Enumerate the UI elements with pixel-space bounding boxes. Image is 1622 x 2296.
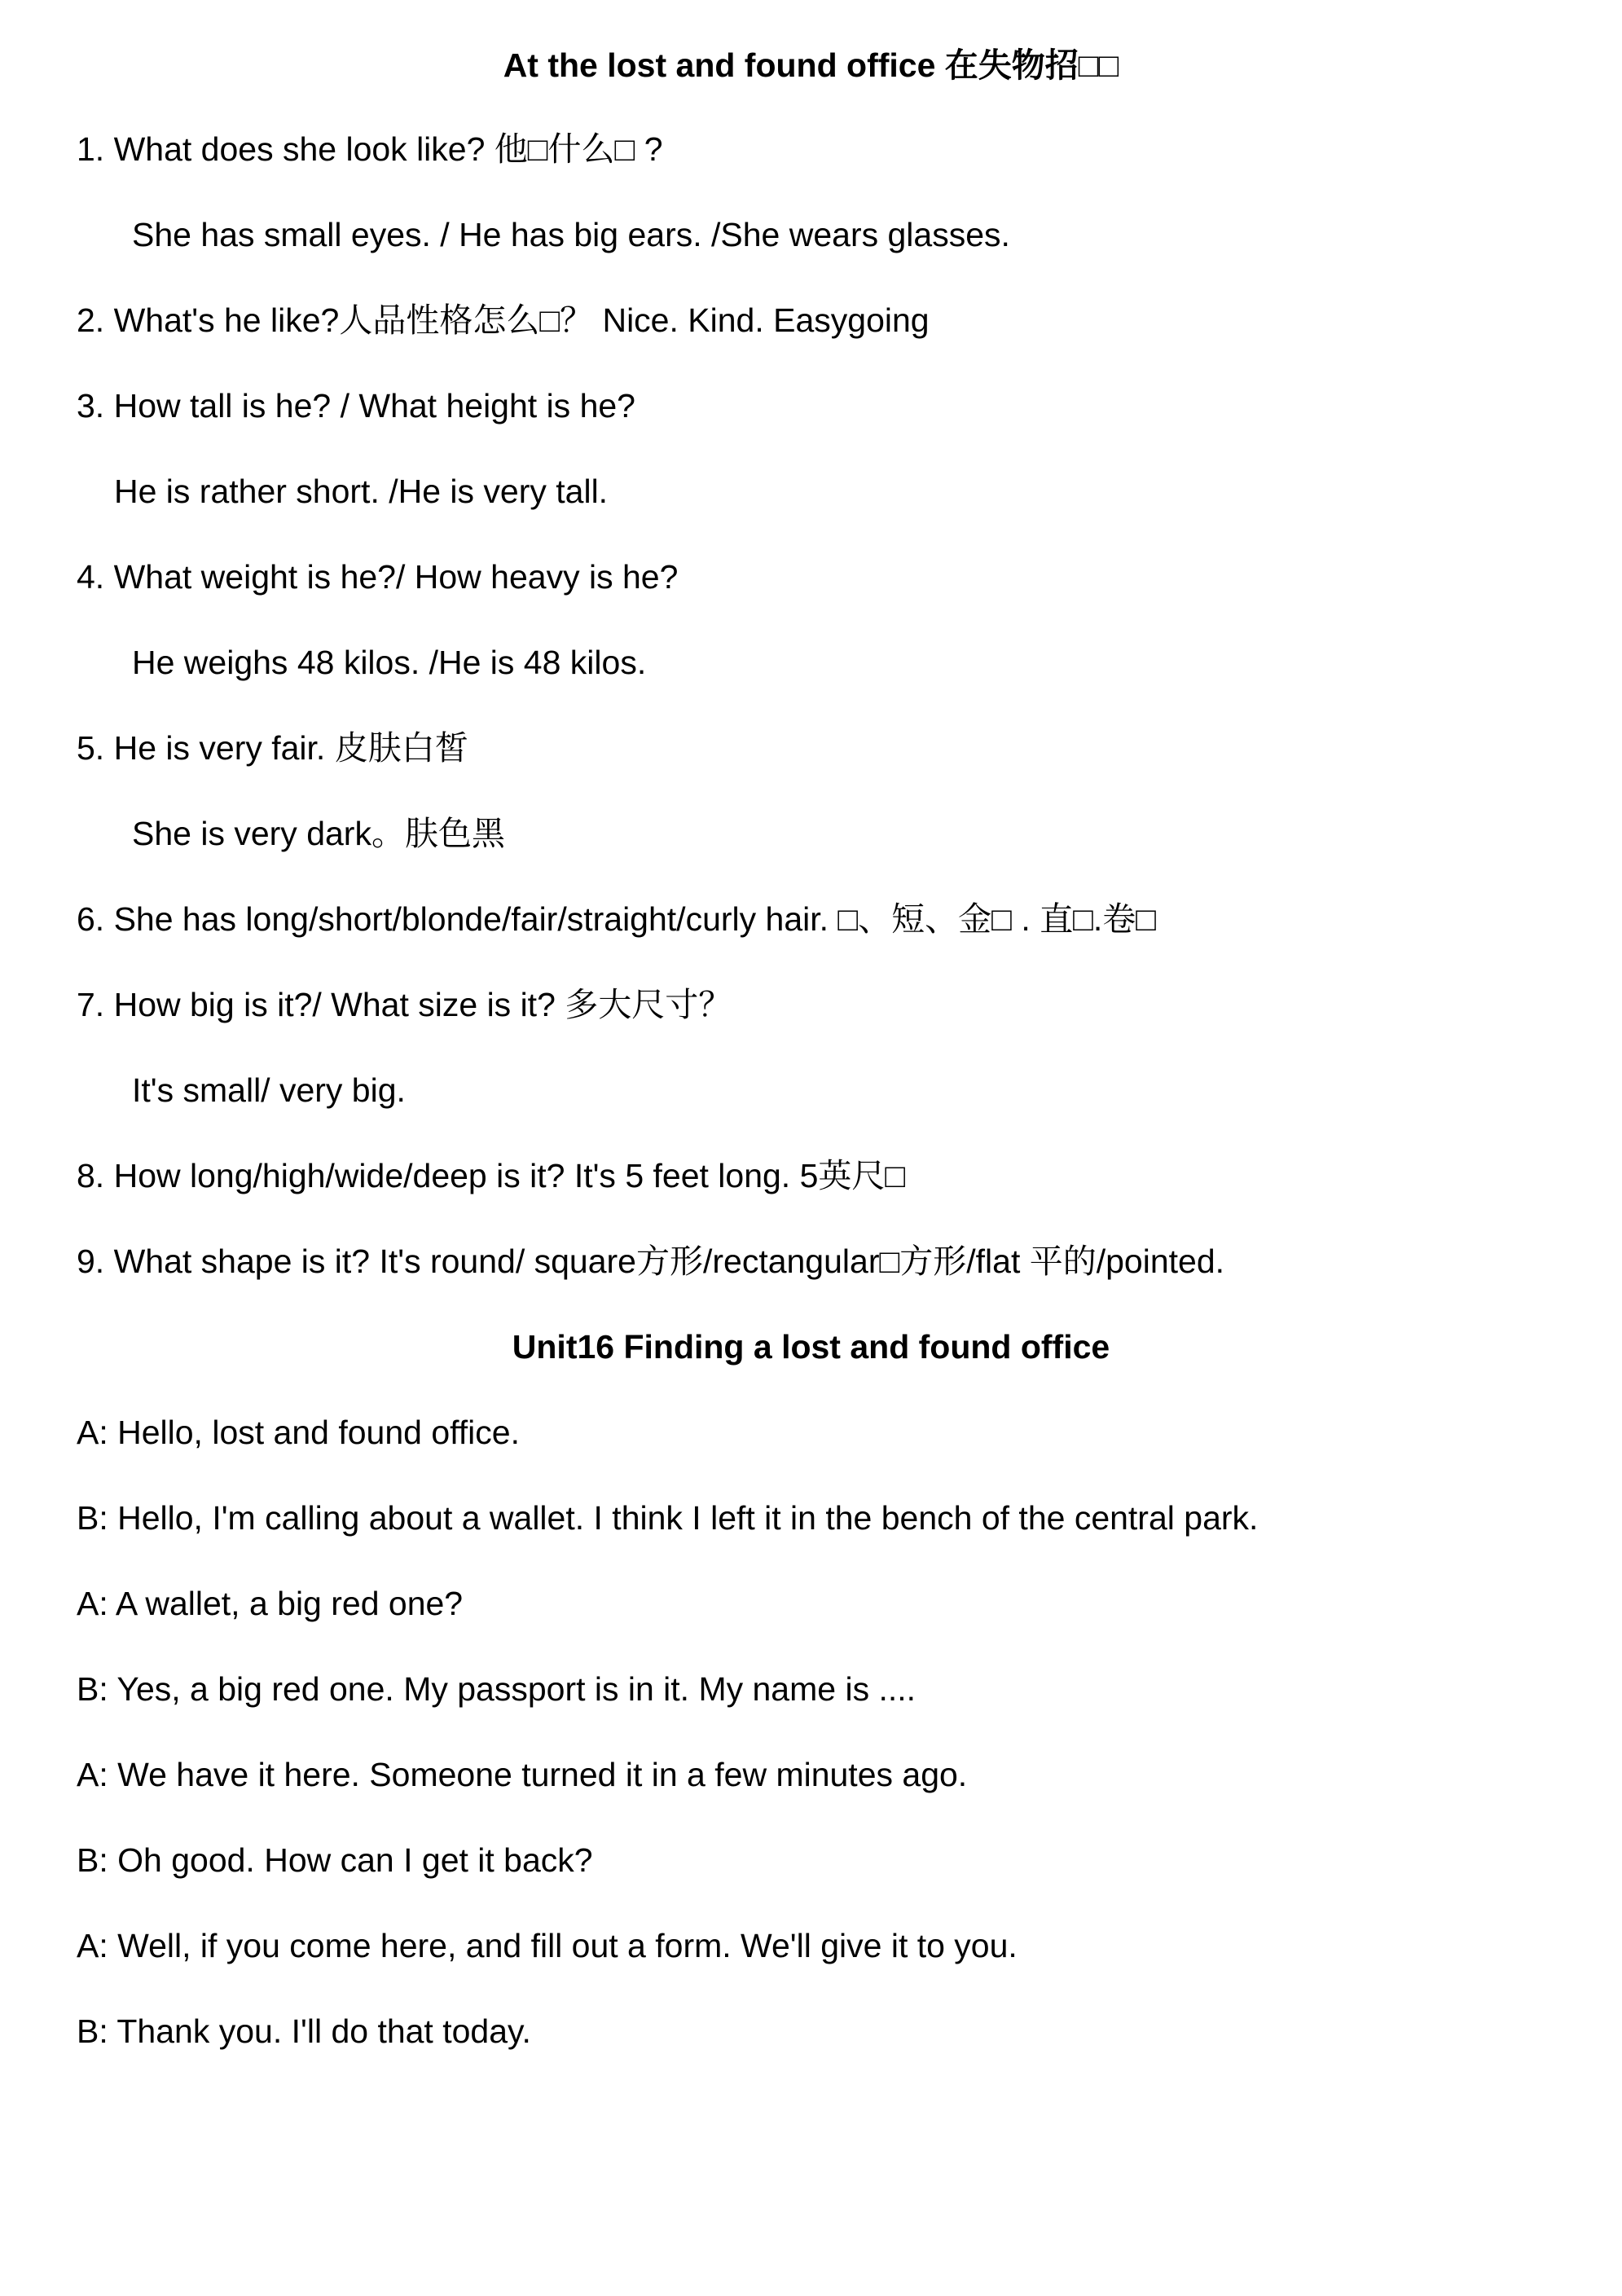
item-3-answer: He is rather short. /He is very tall. — [114, 473, 609, 510]
section1-title: At the lost and found office 在失物招□□ — [503, 46, 1119, 84]
item-3-question: 3. How tall is he? / What height is he? — [77, 387, 635, 424]
dialogue-line: B: Oh good. How can I get it back? — [77, 1841, 593, 1879]
dialogue-line: B: Yes, a big red one. My passport is in it. My name is .... — [77, 1670, 916, 1708]
item-2: 2. What's he like?人品性格怎么□？ Nice. Kind. Easygoing — [77, 301, 930, 339]
item-8: 8. How long/high/wide/deep is it? It's 5 feet long. 5英尺□ — [77, 1157, 906, 1194]
item-7-answer: It's small/ very big. — [132, 1071, 406, 1109]
dialogue-line: A: Well, if you come here, and fill out a form. We'll give it to you. — [77, 1927, 1018, 1964]
item-4-answer: He weighs 48 kilos. /He is 48 kilos. — [132, 644, 647, 681]
dialogue-line: A: A wallet, a big red one? — [77, 1585, 464, 1622]
item-5-answer: She is very dark。肤色黑 — [132, 815, 505, 852]
section2-title: Unit16 Finding a lost and found office — [512, 1328, 1110, 1366]
dialogue-line: A: We have it here. Someone turned it in a few minutes ago. — [77, 1756, 968, 1793]
item-5-question: 5. He is very fair. 皮肤白皙 — [77, 729, 468, 767]
item-6: 6. She has long/short/blonde/fair/straight/curly hair. □、短、金□ . 直□.卷□ — [77, 900, 1157, 938]
dialogue-line: B: Hello, I'm calling about a wallet. I think I left it in the bench of the central park. — [77, 1499, 1259, 1537]
item-9: 9. What shape is it? It's round/ square方形/rectangular□方形/flat 平的/pointed. — [77, 1243, 1225, 1280]
item-1-answer: She has small eyes. / He has big ears. /She wears glasses. — [132, 216, 1010, 253]
item-7-question: 7. How big is it?/ What size is it? 多大尺寸？ — [77, 986, 732, 1023]
dialogue-line: A: Hello, lost and found office. — [77, 1414, 520, 1451]
item-4-question: 4. What weight is he?/ How heavy is he? — [77, 558, 679, 596]
item-1-question: 1. What does she look like? 他□什么□ ? — [77, 130, 663, 168]
dialogue-line: B: Thank you. I'll do that today. — [77, 2012, 531, 2050]
